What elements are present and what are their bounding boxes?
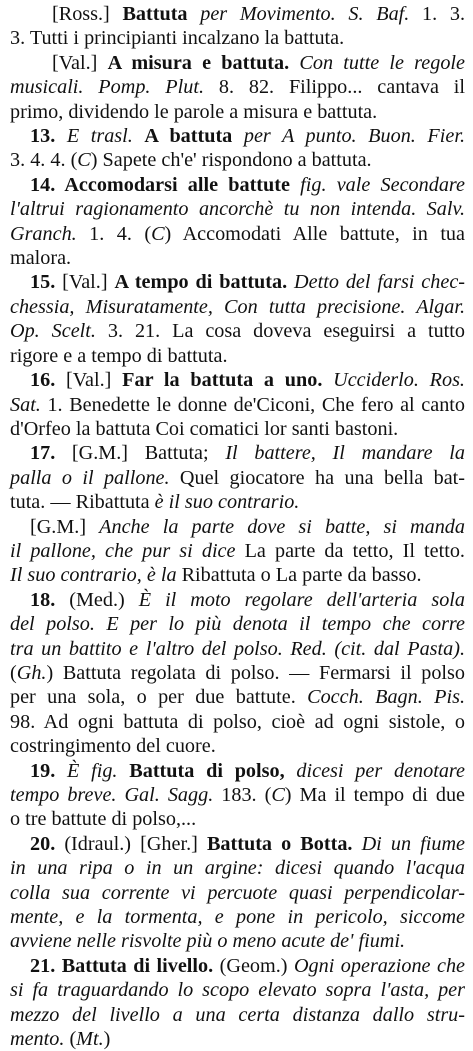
italic-text: Il suo contrario, è la — [10, 564, 177, 587]
text-line — [10, 295, 465, 319]
text-line — [10, 124, 465, 148]
dictionary-entry-20 — [10, 832, 465, 954]
body-text: 1. 4. ( — [76, 222, 152, 245]
italic-text: C — [271, 784, 285, 806]
body-text: ) — [103, 1028, 111, 1051]
body-text: [Ross.] — [52, 3, 123, 25]
text-line — [10, 222, 465, 246]
body-text: malora. — [10, 247, 72, 270]
body-text: 3. 21. La cosa doveva eseguirsi a tutto — [95, 320, 465, 343]
headword-text: A battuta — [144, 125, 233, 148]
text-line — [10, 173, 465, 197]
headword-text: A misura e battuta. — [107, 51, 290, 74]
body-text: [G.M.] Battuta; — [55, 442, 226, 465]
body-text: per una sola, o per due battute. — [10, 686, 308, 709]
body-text: costringimento del cuore. — [10, 735, 216, 758]
italic-text: È il moto regolare dell'arteria sola — [138, 588, 465, 611]
text-line — [10, 246, 465, 270]
text-line — [10, 515, 465, 539]
text-line — [10, 270, 465, 294]
italic-text: Con tutte le regole — [289, 51, 466, 74]
body-text: 8. 82. Filippo... cantava il — [204, 76, 465, 99]
italic-text: Ogni operazione che — [293, 954, 465, 977]
text-line — [10, 783, 465, 807]
italic-text: tempo breve. Gal. Sagg. — [10, 784, 214, 806]
body-text: (Geom.) — [213, 954, 294, 977]
italic-text: Di un fiume — [352, 832, 465, 855]
italic-text: Op. Scelt. — [10, 320, 96, 343]
text-line — [10, 807, 465, 831]
italic-text: avviene nelle risvolte più o meno acute de' fiumi. — [10, 930, 406, 953]
italic-text: E trasl. — [55, 125, 145, 148]
italic-text: È fig. — [55, 759, 130, 782]
italic-text: C — [151, 222, 165, 245]
body-text: Quel giocatore ha una bella bat- — [169, 466, 465, 489]
body-text: 183. ( — [213, 784, 272, 806]
body-text: 1. Benedette le donne de'Ciconi, Che fero al canto — [40, 393, 465, 416]
text-line — [10, 1027, 465, 1051]
dictionary-entry-21 — [10, 954, 465, 1051]
italic-text: del polso. E per lo più denota il tempo che corre — [10, 613, 465, 636]
text-line — [10, 148, 465, 172]
text-line — [10, 710, 465, 734]
headword-text: 15. — [30, 271, 56, 294]
body-text: ) Ma il tempo di due — [284, 784, 465, 806]
italic-text: Cocch. Bagn. Pis. — [307, 686, 465, 709]
text-line — [10, 344, 465, 368]
text-line — [10, 929, 465, 953]
italic-text: l'altrui ragionamento ancorchè tu non intenda. Salv. — [10, 198, 465, 221]
text-line — [10, 2, 465, 26]
body-text: ( — [64, 1028, 77, 1051]
headword-text: A tempo di battuta. — [114, 271, 288, 294]
italic-text: è il suo contrario. — [154, 491, 300, 514]
italic-text: Granch. — [10, 222, 77, 245]
headword-text: Battuta o Botta. — [206, 832, 353, 855]
text-line — [10, 417, 465, 441]
italic-text: mento. — [10, 1028, 65, 1051]
text-line — [10, 661, 465, 685]
text-line — [10, 637, 465, 661]
text-line — [10, 319, 465, 343]
body-text: [Val.] — [52, 51, 108, 74]
text-line — [10, 612, 465, 636]
italic-text: in una ripa o in un argine: dicesi quando l'acqua — [10, 857, 465, 880]
italic-text: si fa traguardando lo scopo elevato sopra l'asta, per — [10, 979, 465, 1002]
italic-text: Detto del farsi chec- — [287, 271, 466, 294]
headword-text: Far la battuta a uno. — [122, 369, 323, 392]
dictionary-entry-12c — [10, 51, 465, 124]
text-line — [10, 978, 465, 1002]
text-line — [10, 466, 465, 490]
text-line — [10, 856, 465, 880]
text-line — [10, 539, 465, 563]
italic-text: mezzo del livello a una certa distanza dallo stru- — [10, 1003, 465, 1026]
italic-text: colla sua corrente vi percuote quasi perpendicolar- — [10, 881, 465, 904]
text-line — [10, 26, 465, 50]
italic-text: mente, e la tormenta, e pone in pericolo, siccome — [10, 906, 465, 929]
italic-text: per A punto. Buon. Fier. — [232, 125, 465, 148]
text-line — [10, 954, 465, 978]
body-text: rigore e a tempo di battuta. — [10, 344, 228, 367]
headword-text: 18. — [30, 588, 56, 611]
dictionary-entry-18 — [10, 588, 465, 759]
dictionary-entry-16 — [10, 368, 465, 441]
body-text: ) Sapete ch'e' rispondono a battuta. — [90, 149, 372, 172]
text-line — [10, 588, 465, 612]
headword-text: 17. — [30, 442, 56, 465]
headword-text: 21. Battuta di livello. — [30, 954, 214, 977]
italic-text: il pallone, che pur si dice — [10, 539, 236, 562]
dictionary-entry-12b — [10, 2, 465, 51]
text-line — [10, 563, 465, 587]
italic-text: C — [77, 149, 91, 172]
text-line — [10, 75, 465, 99]
body-text: Ribattuta o La parte da basso. — [176, 564, 422, 587]
italic-text: Ucciderlo. Ros. — [322, 369, 465, 392]
text-line — [10, 490, 465, 514]
text-line — [10, 881, 465, 905]
body-text: 3. Tutti i principianti incalzano la battuta. — [10, 27, 345, 50]
headword-text: 14. Accomodarsi alle battute — [30, 173, 290, 196]
body-text: ) Accomodati Alle battute, in tua — [164, 222, 465, 245]
body-text: 1. 3. — [409, 3, 466, 25]
text-line — [10, 393, 465, 417]
dictionary-entry-14 — [10, 173, 465, 271]
dictionary-entry-13 — [10, 124, 465, 173]
text-line — [10, 1003, 465, 1027]
body-text: d'Orfeo la battuta Coi comatici lor santi bastoni. — [10, 417, 399, 440]
body-text: ( — [10, 661, 17, 684]
body-text: ) Battuta regolata di polso. — Fermarsi il polso — [46, 661, 465, 684]
body-text: 98. Ad ogni battuta di polso, cioè ad ogni sistole, o — [10, 710, 465, 733]
italic-text: tra un battito e l'altro del polso. Red. (cit. dal Pasta). — [10, 637, 465, 660]
body-text: [Val.] — [55, 271, 115, 294]
text-line — [10, 100, 465, 124]
body-text: 3. 4. 4. ( — [10, 149, 78, 172]
dictionary-entry-15 — [10, 270, 465, 368]
italic-text: musicali. Pomp. Plut. — [10, 76, 204, 99]
body-text: o tre battute di polso,... — [10, 808, 197, 831]
body-text: primo, dividendo le parole a misura e battuta. — [10, 100, 378, 123]
dictionary-entry-19 — [10, 759, 465, 832]
headword-text: 13. — [30, 125, 56, 148]
headword-text: 19. — [30, 759, 56, 782]
text-line — [10, 759, 465, 783]
headword-text: Battuta di polso, — [129, 759, 285, 782]
dictionary-entry-17b — [10, 515, 465, 588]
body-text: (Med.) — [55, 588, 139, 611]
italic-text: Anche la parte dove si batte, si manda — [99, 515, 465, 538]
text-line — [10, 832, 465, 856]
text-line — [10, 734, 465, 758]
italic-text: fig. vale Secondare — [289, 173, 465, 196]
italic-text: palla o il pallone. — [10, 466, 170, 489]
italic-text: per Movimento. S. Baf. — [187, 3, 410, 25]
italic-text: chessia, Misuratamente, Con tutta precisione. Algar. — [10, 295, 465, 318]
text-line — [10, 51, 465, 75]
headword-text: Battuta — [122, 3, 188, 25]
text-line — [10, 905, 465, 929]
body-text: (Idraul.) [Gher.] — [55, 832, 207, 855]
dictionary-entry-17 — [10, 441, 465, 514]
body-text: [Val.] — [55, 369, 123, 392]
italic-text: Sat. — [10, 393, 41, 416]
headword-text: 20. — [30, 832, 56, 855]
body-text: [G.M.] — [30, 515, 100, 538]
italic-text: Mt. — [76, 1028, 104, 1051]
italic-text: Il battere, Il mandare la — [225, 442, 465, 465]
text-line — [10, 197, 465, 221]
italic-text: dicesi per denotare — [284, 759, 465, 782]
text-line — [10, 685, 465, 709]
body-text: tuta. — Ribattuta — [10, 491, 155, 514]
text-line — [10, 368, 465, 392]
text-line — [10, 441, 465, 465]
italic-text: Gh. — [16, 661, 47, 684]
body-text: La parte da tetto, Il tetto. — [235, 539, 465, 562]
headword-text: 16. — [30, 369, 56, 392]
